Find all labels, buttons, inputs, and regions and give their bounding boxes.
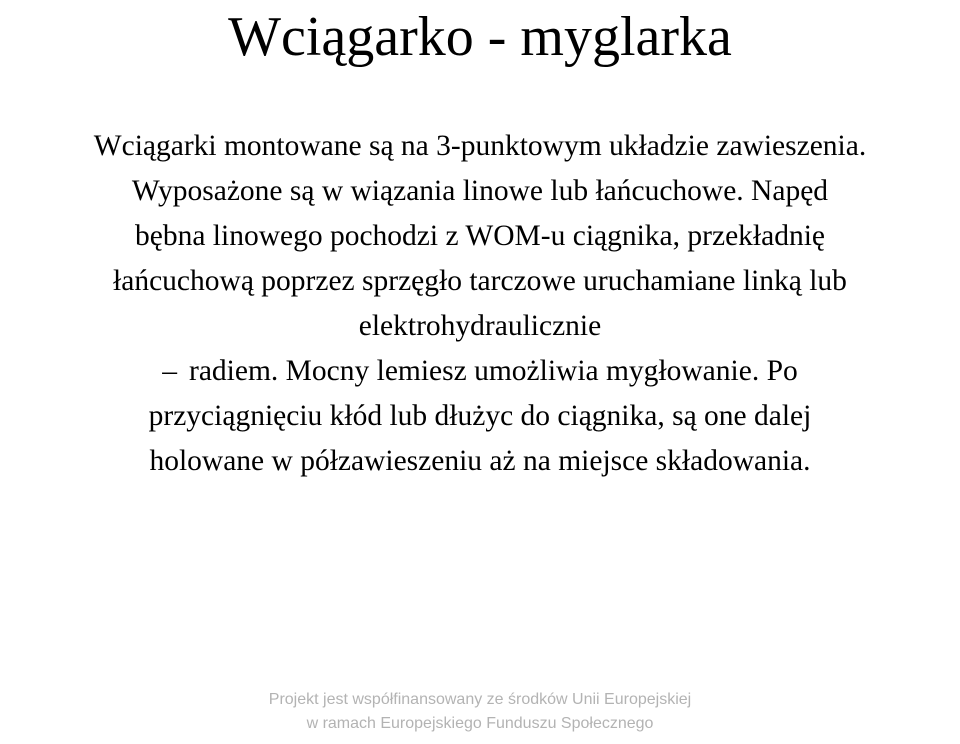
slide-title: Wciągarko - myglarka (228, 6, 732, 68)
body-line: elektrohydraulicznie (358, 310, 602, 342)
dash-glyph: – (162, 355, 178, 387)
body-line: przyciągnięciu kłód lub dłużyc do ciągnika, są one dalej (148, 400, 812, 432)
body-line: Wciągarki montowane są na 3-punktowym układzie zawieszenia. (93, 130, 867, 162)
body-line: bębna linowego pochodzi z WOM-u ciągnika, przekładnię (134, 220, 825, 252)
body-line-with-dash (0, 349, 960, 394)
body-line: radiem. Mocny lemiesz umożliwia mygłowanie. Po (189, 355, 798, 387)
funding-footer (0, 688, 960, 736)
body-line: łańcuchową poprzez sprzęgło tarczowe uruchamiane linką lub (113, 265, 847, 297)
footer-line: Projekt jest współfinansowany ze środków Unii Europejskiej (268, 691, 692, 708)
footer-line: w ramach Europejskiego Funduszu Społecznego (306, 715, 654, 732)
slide-body (0, 124, 960, 484)
body-line: Wyposażone są w wiązania linowe lub łańcuchowe. Napęd (131, 175, 829, 207)
body-line: holowane w półzawieszeniu aż na miejsce składowania. (149, 445, 811, 477)
